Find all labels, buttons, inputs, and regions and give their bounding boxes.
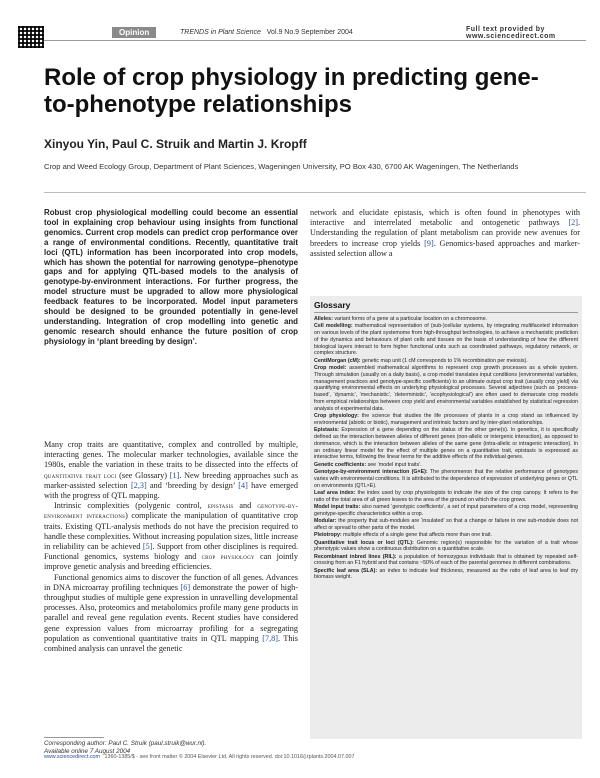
glossary-entry bbox=[314, 568, 578, 582]
abstract: Robust crop physiological modelling could become an essential tool in explaining crop behaviour using insights from functional genomics. Current crop models can predict crop performance over a range of environmental conditions. Recently, quantitative trait loci (QTL) information has been incorporated into crop models, which has shown the potential for narrowing genotype–phenotype gaps and for applying QTL-based models to the analysis of genotype-by-environment interactions. For further progress, the model structure must be upgraded to allow more physiological feedback features to be incorporated. Model input parameters should be designed to be grounded potentially in gene-level understanding. Integration of crop modelling into genetic and genomic research should enhance the future position of crop physiology in ‘plant breeding by design’. bbox=[44, 208, 298, 346]
glossary-entry bbox=[314, 518, 578, 532]
footer-copyright: 1360-1385/$ - see front matter © 2004 Elsevier Ltd. All rights reserved. doi:10.1016/j.tplants.2004.07.007 bbox=[104, 754, 355, 760]
glossary-entry bbox=[314, 365, 578, 413]
glossary-term: Cell modelling: bbox=[314, 323, 353, 330]
paragraph: Functional genomics aims to discover the function of all genes. Advances in DNA microarray profiling techniques [6] demonstrate the power of high-throughput studies of multiple gene expression in unravelling developmental processes. Also, proteomics and metabolomics profile many gene products in parallel and reveal gene regulation events. Recent studies have considered gene expression values from microarray profiling for a segregating population as conventional quantitative traits in QTL mapping [7,8]. This combined analysis can unravel the genetic bbox=[44, 572, 298, 654]
citation-link[interactable]: [9] bbox=[424, 238, 434, 248]
glossary-entry bbox=[314, 316, 578, 323]
page-footer bbox=[44, 747, 586, 760]
glossary-term: Specific leaf area (SLA): bbox=[314, 567, 378, 574]
glossary-term: Crop model: bbox=[314, 365, 347, 372]
publisher-logo: Full text provided by www.sciencedirect.com bbox=[466, 26, 556, 40]
glossary-definition: also named ‘genotypic coefficients’, a set of input parameters of a crop model, representing genotype-specific characteristics within a crop. bbox=[314, 504, 578, 517]
glossary-term: Crop physiology: bbox=[314, 413, 359, 420]
glossary-term: Quantitative trait locus or loci (QTL): bbox=[314, 539, 414, 546]
glossary-term: Alleles: bbox=[314, 316, 333, 322]
citation-link[interactable]: [7,8] bbox=[262, 633, 278, 643]
glossary-term: Model input traits: bbox=[314, 504, 361, 511]
glossary-definition: Expression of a gene depending on the status of the other gene(s). In genetics, it is specifically defined as the interaction between alleles of different genes (non-allelic or intergenic interaction), as opposed to dominance, which is the interaction between alleles of the same gene (intra-allelic or intragenic interaction). In an ordinary linear model for the effect of multiple genes on a quantitative trait, epistasis is expressed as interactive terms, following the linear terms for the additive effects of the individual genes. bbox=[314, 427, 578, 461]
footer-site-link[interactable]: www.sciencedirect.com bbox=[44, 754, 101, 760]
article-affiliation: Crop and Weed Ecology Group, Department of Plant Sciences, Wageningen University, PO Box 430, 6700 AK Wageningen, The Netherlands bbox=[44, 162, 519, 171]
glossary-entry bbox=[314, 427, 578, 461]
citation-link[interactable]: [1] bbox=[169, 470, 180, 480]
glossary-entry bbox=[314, 540, 578, 554]
citation-link[interactable]: [6] bbox=[180, 582, 191, 592]
glossary-definition: the index used by crop physiologists to indicate the size of the crop canopy. It refers to the ratio of the total area of all green leaves to the area of the ground on which the crop grows. bbox=[314, 489, 578, 503]
glossary-definition: the science that studies the life processes of plants in a crop stand as influenced by environmental (abiotic or biotic), management and intrinsic factors and by inter-plant relationships. bbox=[314, 413, 578, 426]
glossary-definition: an index to indicate leaf thickness, measured as the ratio of leaf area to leaf dry biomass weight. bbox=[314, 567, 579, 581]
section-tag: Opinion bbox=[112, 27, 156, 38]
glossary-entries bbox=[314, 316, 578, 582]
glossary-heading: Glossary bbox=[314, 300, 351, 310]
paragraph: Many crop traits are quantitative, complex and controlled by multiple, interacting genes. The molecular marker technologies, available since the 1980s, enable the variation in these traits to be dissected into the effects of quantitative trait loci (see Glossary) [1]. New breeding approaches such as marker-assisted selection [2,3] and ‘breeding by design’ [4] have emerged with the progress of QTL mapping. bbox=[44, 440, 299, 501]
glossary-definition: The phenomenon that the relative performance of genotypes varies with environmental conditions. It is attributed to the dependence of expression of underlying genes or QTL on environments (QTL×E). bbox=[314, 469, 578, 489]
glossary-entry bbox=[314, 554, 578, 568]
glossary-term: Leaf area index: bbox=[314, 489, 356, 496]
glossary-definition: assembled mathematical algorithms to represent crop growth processes as a whole system. Through simulation (usually on a daily basis), a crop model translates input conditions (environmental variables, management practices and genotype-specific coefficients) to an ultimate output crop trait (usually crop yield) via quantifying environmental effects on underlying physiological processes. Several adjectives (such as ‘process-based’, ‘dynamic’, ‘mechanistic’, ‘deterministic’, ‘ecophysiological’) are often used to demarcate crop models from empirical relationships between crop yield and environmental variables established by statistical regression analysis of experimental data. bbox=[314, 365, 578, 412]
glossary-term: Modular: bbox=[314, 518, 337, 525]
glossary-term: Genotype-by-environment interaction (G×E): bbox=[314, 469, 428, 476]
glossary-term: Pleiotropy: bbox=[314, 532, 342, 539]
title-divider bbox=[44, 192, 586, 193]
glossary-definition: mathematical representation of (sub-)cellular systems, by integrating multifaceted information on various levels of the plant systemome from high-throughput technologies, to achieve a mechanistic prediction of the dynamics and behaviours of plant cells and tissues on the basis of understanding of how the different biological layers interact to form higher functional units such as coordinated pathways, regulatory network, or complex structure. bbox=[314, 323, 578, 357]
glossary-entry bbox=[314, 358, 578, 365]
paragraph: Intrinsic complexities (polygenic control, epistasis and genotype-by-environment interactions) complicate the manipulation of quantitative crop traits. Existing QTL-analysis methods do not have the precision required to handle these complexities. Without increasing population sizes, little increase in reliability can be achieved [5]. Support from other disciplines is required. Functional genomics, systems biology and crop physiology can jointly improve genetic analysis and breeding efficiencies. bbox=[44, 501, 298, 572]
glossary-entry bbox=[314, 413, 578, 427]
glossary-definition: multiple effects of a single gene that affects more than one trait. bbox=[341, 532, 492, 539]
body-column-right: network and elucidate epistasis, which is often found in phenotypes with interactive and interrelated metabolic and ontogenetic pathways [2]. Understanding the regulation of plant metabolism can provide new avenues for breeders to increase crop yields [9]. Genomics-based approaches and marker-assisted selection allow a bbox=[310, 208, 580, 258]
glossary-term: Epistasis: bbox=[314, 427, 340, 434]
glossary-term: Recombinant inbred lines (RIL): bbox=[314, 553, 397, 560]
glossary-entry bbox=[314, 323, 578, 357]
glossary-definition: Genomic region(s) responsible for the variation of a trait whose phenotypic values show a continuous distribution on a quantitative scale. bbox=[314, 539, 578, 553]
citation-link[interactable]: [5] bbox=[142, 542, 153, 552]
body-column-left bbox=[44, 440, 298, 654]
glossary-entry bbox=[314, 532, 578, 539]
glossary-definition: genetic map unit (1 cM corresponds to 1% recombination per meiosis). bbox=[360, 357, 528, 364]
article-authors: Xinyou Yin, Paul C. Struik and Martin J. Kropff bbox=[44, 137, 307, 151]
header-divider bbox=[44, 40, 586, 41]
corresponding-author: Corresponding author: Paul C. Struik (paul.struik@wur.nl). bbox=[44, 740, 207, 747]
article-title: Role of crop physiology in predicting gene-to-phenotype relationships bbox=[44, 64, 539, 118]
glossary-entry bbox=[314, 490, 578, 504]
citation-link[interactable]: [2,3] bbox=[131, 480, 147, 490]
footnote-divider bbox=[44, 737, 104, 738]
glossary-entry bbox=[314, 469, 578, 489]
glossary-entry bbox=[314, 462, 578, 469]
glossary-divider bbox=[314, 312, 578, 313]
journal-header bbox=[180, 27, 353, 38]
glossary-definition: variant forms of a gene at a particular location on a chromosome. bbox=[332, 316, 488, 322]
glossary-definition: a population of homozygous individuals that is obtained by repeated self-crossing from an F1 hybrid and that contains ~50% of each of the parental genomes in different combinations. bbox=[314, 553, 579, 567]
citation-link[interactable]: [2] bbox=[568, 218, 578, 228]
barcode-icon bbox=[18, 26, 44, 48]
available-online: Available online 7 August 2004 bbox=[44, 747, 131, 755]
glossary-term: CentiMorgan (cM): bbox=[314, 357, 361, 364]
journal-name: TRENDS in Plant Science bbox=[180, 29, 261, 36]
glossary-definition: the property that sub-modules are ‘insulated’ so that a change or failure in one sub-module does not affect or spread to other parts of the model. bbox=[314, 518, 578, 531]
glossary-term: Genetic coefficients: bbox=[314, 461, 367, 468]
glossary-definition: see ‘model input traits’. bbox=[366, 461, 422, 468]
journal-issue: Vol.9 No.9 September 2004 bbox=[266, 29, 353, 36]
citation-link[interactable]: [4] bbox=[238, 480, 248, 490]
glossary-entry bbox=[314, 504, 578, 518]
